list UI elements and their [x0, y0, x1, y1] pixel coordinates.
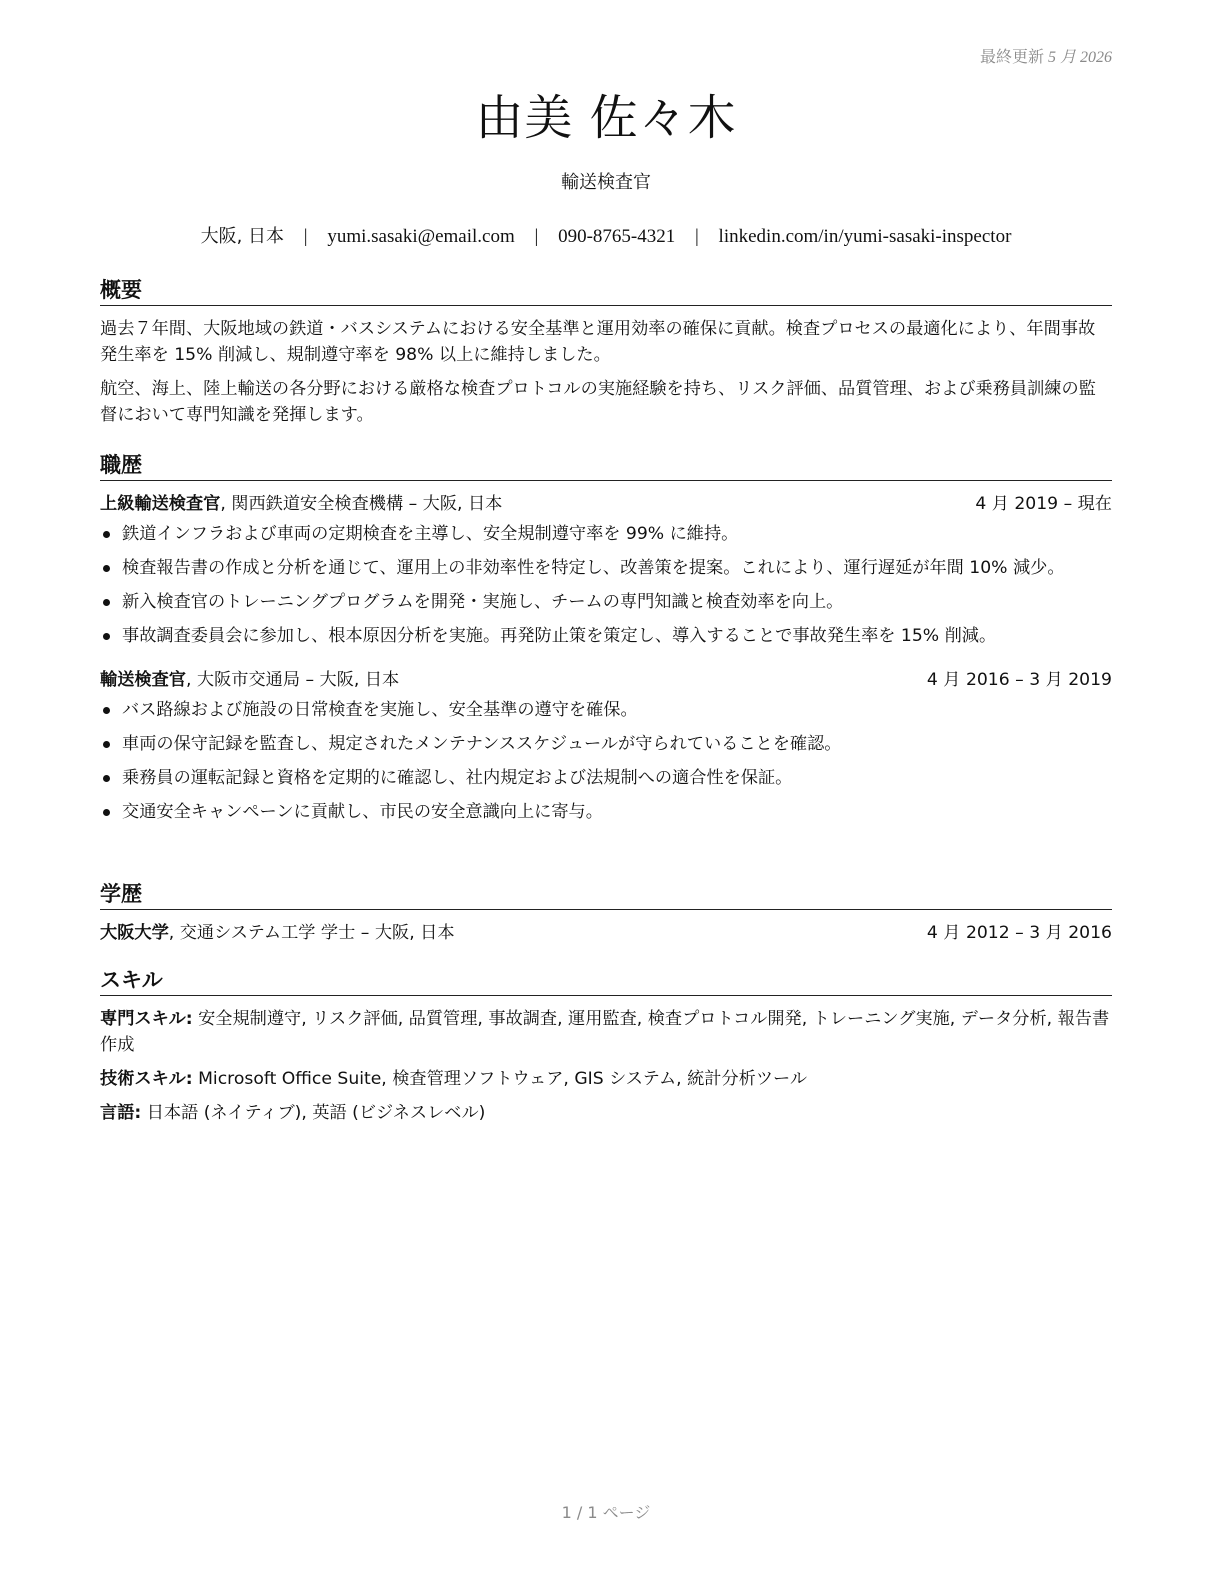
- job-role: 上級輸送検査官: [100, 494, 221, 514]
- section-heading-education: 学歴: [100, 880, 1112, 910]
- job-bullet: 新入検査官のトレーニングプログラムを開発・実施し、チームの専門知識と検査効率を向上。: [100, 589, 1112, 615]
- job-title: 輸送検査官: [561, 172, 651, 193]
- education-school: 大阪大学: [100, 923, 169, 943]
- skill-value: Microsoft Office Suite, 検査管理ソフトウェア, GIS システム, 統計分析ツール: [192, 1069, 808, 1089]
- skill-label: 専門スキル:: [100, 1009, 193, 1029]
- skill-line: [100, 1066, 1112, 1092]
- contact-linkedin-link[interactable]: linkedin.com/in/yumi-sasaki-inspector: [718, 226, 1012, 247]
- education-detail: , 交通システム工学 学士 – 大阪, 日本: [168, 923, 455, 943]
- summary-section: [100, 276, 1112, 436]
- skill-line: [100, 1006, 1112, 1058]
- summary-paragraph: 航空、海上、陸上輸送の各分野における厳格な検査プロトコルの実施経験を持ち、リスク評価、品質管理、および乗務員訓練の監督において専門知識を発揮します。: [100, 379, 1096, 425]
- section-heading-skills: スキル: [100, 966, 1112, 996]
- skill-label: 言語:: [100, 1103, 142, 1123]
- job-bullet: 車両の保守記録を監査し、規定されたメンテナンススケジュールが守られていることを確認。: [100, 731, 1112, 757]
- education-school-detail: [100, 920, 455, 946]
- last-updated: [980, 44, 1112, 67]
- job-entry-header: [100, 667, 1112, 693]
- job-bullet: 交通安全キャンペーンに貢献し、市民の安全意識向上に寄与。: [100, 799, 1112, 825]
- skill-label: 技術スキル:: [100, 1069, 193, 1089]
- job-bullet: 事故調査委員会に参加し、根本原因分析を実施。再発防止策を策定し、導入することで事故発生率を 15% 削減。: [100, 623, 1112, 649]
- job-bullet: 乗務員の運転記録と資格を定期的に確認し、社内規定および法規制への適合性を保証。: [100, 765, 1112, 791]
- job-entry-header: [100, 491, 1112, 517]
- contact-separator: |: [534, 226, 539, 247]
- job-bullets: [100, 521, 1112, 649]
- skill-line: [100, 1100, 1112, 1126]
- education-entry-header: [100, 920, 1112, 946]
- job-role-org: [100, 667, 399, 693]
- contact-phone: 090-8765-4321: [558, 226, 676, 247]
- page-indicator: 1 / 1 ページ: [561, 1503, 651, 1522]
- job-role: 輸送検査官: [100, 670, 186, 690]
- job-role-org: [100, 491, 502, 517]
- section-heading-experience: 職歴: [100, 451, 1112, 481]
- last-updated-label: 最終更新: [979, 49, 1044, 66]
- job-bullet: バス路線および施設の日常検査を実施し、安全基準の遵守を確保。: [100, 697, 1112, 723]
- job-dates: 4 月 2016 – 3 月 2019: [926, 670, 1112, 690]
- summary-paragraph: 過去７年間、大阪地域の鉄道・バスシステムにおける安全基準と運用効率の確保に貢献。検査プロセスの最適化により、年間事故発生率を 15% 削減し、規制遵守率を 98% 以上に維持しました。: [100, 319, 1096, 365]
- job-bullet: 鉄道インフラおよび車両の定期検査を主導し、安全規制遵守率を 99% に維持。: [100, 521, 1112, 547]
- education-section: [100, 880, 1112, 950]
- contact-separator: |: [694, 226, 699, 247]
- candidate-name: 由美 佐々木: [475, 90, 737, 146]
- skills-section: [100, 966, 1112, 1134]
- contact-email-link[interactable]: yumi.sasaki@email.com: [327, 226, 515, 247]
- education-dates: 4 月 2012 – 3 月 2016: [926, 923, 1112, 943]
- skill-value: 安全規制遵守, リスク評価, 品質管理, 事故調査, 運用監査, 検査プロトコル開発, トレーニング実施, データ分析, 報告書作成: [100, 1009, 1110, 1055]
- job-bullet: 検査報告書の作成と分析を通じて、運用上の非効率性を特定し、改善策を提案。これにより、運行遅延が年間 10% 減少。: [100, 555, 1112, 581]
- job-dates: 4 月 2019 – 現在: [975, 494, 1112, 514]
- job-bullets: [100, 697, 1112, 825]
- contact-line: [100, 224, 1112, 250]
- skill-value: 日本語 (ネイティブ), 英語 (ビジネスレベル): [141, 1103, 486, 1123]
- contact-separator: |: [303, 226, 308, 247]
- experience-section: [100, 451, 1112, 843]
- last-updated-value: 5 月 2026: [1047, 49, 1112, 66]
- section-heading-summary: 概要: [100, 276, 1112, 306]
- job-org: , 関西鉄道安全検査機構 – 大阪, 日本: [220, 494, 503, 514]
- contact-location: 大阪, 日本: [200, 226, 285, 247]
- job-org: , 大阪市交通局 – 大阪, 日本: [185, 670, 400, 690]
